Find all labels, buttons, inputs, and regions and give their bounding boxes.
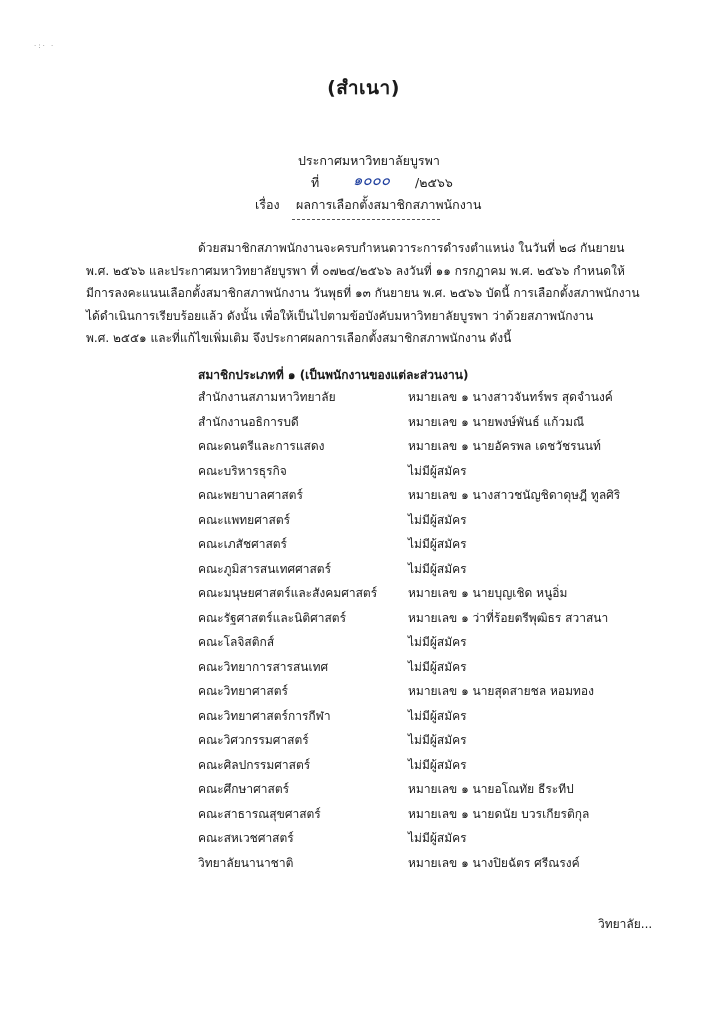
member-row [198,630,678,655]
member-unit: คณะวิทยาศาสตร์ [198,684,288,698]
body-line: ได้ดำเนินการเรียบร้อยแล้ว ดังนั้น เพื่อให้เป็นไปตามข้อบังคับมหาวิทยาลัยบูรพา ว่าด้วยสภาพนักงาน [86,308,594,323]
member-result: ไม่มีผู้สมัคร [408,463,467,478]
member-result: ไม่มีผู้สมัคร [408,635,467,649]
member-unit: สำนักงานสภามหาวิทยาลัย [198,390,336,404]
member-unit: คณะเภสัชศาสตร์ [198,537,288,551]
member-unit: สำนักงานอธิการบดี [198,414,299,429]
member-row [198,434,678,459]
member-row [198,851,678,876]
member-unit: คณะรัฐศาสตร์และนิติศาสตร์ [198,610,347,625]
member-row [198,802,678,827]
announcement-heading [0,150,727,216]
member-result: หมายเลข ๑ นางสาวชนัญชิดาดุษฎี ทูลศิริ [408,488,621,502]
heading-divider [292,219,440,220]
announcement-org: ประกาศมหาวิทยาลัยบูรพา [298,153,440,168]
member-unit: คณะพยาบาลศาสตร์ [198,488,303,502]
member-unit: คณะดนตรีและการแสดง [198,439,325,453]
body-paragraph [86,237,668,350]
member-result: ไม่มีผู้สมัคร [408,757,467,772]
member-unit: คณะภูมิสารสนเทศศาสตร์ [198,561,332,576]
member-row [198,483,678,508]
member-row [198,459,678,484]
member-result: หมายเลข ๑ ว่าที่ร้อยตรีพุฒิธร สวาสนา [408,610,609,625]
member-row [198,753,678,778]
member-unit: คณะศิลปกรรมศาสตร์ [198,757,311,772]
member-unit: คณะแพทยศาสตร์ [198,512,291,527]
member-row [198,826,678,851]
member-unit: คณะสาธารณสุขศาสตร์ [198,806,321,821]
member-row [198,508,678,533]
member-result: หมายเลข ๑ นายอโณทัย ธีระทีป [408,782,574,796]
subject-value: ผลการเลือกตั้งสมาชิกสภาพนักงาน [296,197,482,212]
section-title: สมาชิกประเภทที่ ๑ (เป็นพนักงานของแต่ละส่วนงาน) [198,368,469,382]
member-row [198,679,678,704]
member-unit: คณะวิทยาการสารสนเทศ [198,659,329,674]
member-result: ไม่มีผู้สมัคร [408,708,467,723]
member-row [198,385,678,410]
number-year: /๒๕๖๖ [415,175,453,190]
member-row [198,557,678,582]
member-unit: คณะศึกษาศาสตร์ [198,782,290,796]
member-row [198,655,678,680]
member-unit: คณะมนุษยศาสตร์และสังคมศาสตร์ [198,586,378,600]
member-result: หมายเลข ๑ นายสุดสายชล หอมทอง [408,684,594,698]
member-row [198,410,678,435]
member-row [198,704,678,729]
member-result: ไม่มีผู้สมัคร [408,733,467,747]
handwritten-number: ๑๐๐๐ [353,171,390,189]
body-line: พ.ศ. ๒๕๕๑ และที่แก้ไขเพิ่มเติม จึงประกาศผลการเลือกตั้งสมาชิกสภาพนักงาน ดังนี้ [86,331,512,345]
scan-specks: ·:· · [34,42,56,50]
member-result: หมายเลข ๑ นายดนัย บวรเกียรติกุล [408,806,590,821]
member-row [198,581,678,606]
continued-marker: วิทยาลัย... [598,917,653,931]
member-result: หมายเลข ๑ นายอัครพล เดชวัชรนนท์ [408,439,601,453]
member-unit: คณะวิทยาศาสตร์การกีฬา [198,708,331,723]
member-row [198,606,678,631]
member-result: ไม่มีผู้สมัคร [408,537,467,551]
copy-mark: (สำเนา) [327,77,400,99]
member-unit: คณะบริหารธุรกิจ [198,463,287,478]
member-result: หมายเลข ๑ นางปิยฉัตร ศรีณรงค์ [408,855,580,870]
member-result: หมายเลข ๑ นายบุญเชิด หนูอิ่ม [408,586,568,600]
member-row [198,728,678,753]
member-result: ไม่มีผู้สมัคร [408,659,467,674]
member-row [198,532,678,557]
subject-label: เรื่อง [255,197,280,212]
member-unit: คณะสหเวชศาสตร์ [198,831,294,845]
member-result: ไม่มีผู้สมัคร [408,512,467,527]
number-label: ที่ [311,175,320,190]
member-result: หมายเลข ๑ นายพงษ์พันธ์ แก้วมณี [408,414,585,429]
member-unit: คณะวิศวกรรมศาสตร์ [198,733,309,747]
member-list [198,385,678,875]
member-result: ไม่มีผู้สมัคร [408,561,467,576]
member-result: ไม่มีผู้สมัคร [408,831,467,845]
body-line: มีการลงคะแนนเลือกตั้งสมาชิกสภาพนักงาน วันพุธที่ ๑๓ กันยายน พ.ศ. ๒๕๖๖ บัดนี้ การเลือกตั้งสภาพนักงาน [86,286,640,300]
member-row [198,777,678,802]
body-line: ด้วยสมาชิกสภาพนักงานจะครบกำหนดวาระการดำรงตำแหน่ง ในวันที่ ๒๘ กันยายน [198,241,625,255]
body-line: พ.ศ. ๒๕๖๖ และประกาศมหาวิทยาลัยบูรพา ที่ ๐๗๒๔/๒๕๖๖ ลงวันที่ ๑๑ กรกฎาคม พ.ศ. ๒๕๖๖ กำหนดให้ [86,263,625,278]
member-unit: คณะโลจิสติกส์ [198,635,275,649]
member-unit: วิทยาลัยนานาชาติ [198,855,294,870]
member-result: หมายเลข ๑ นางสาวจันทร์พร สุดจำนงค์ [408,390,613,404]
